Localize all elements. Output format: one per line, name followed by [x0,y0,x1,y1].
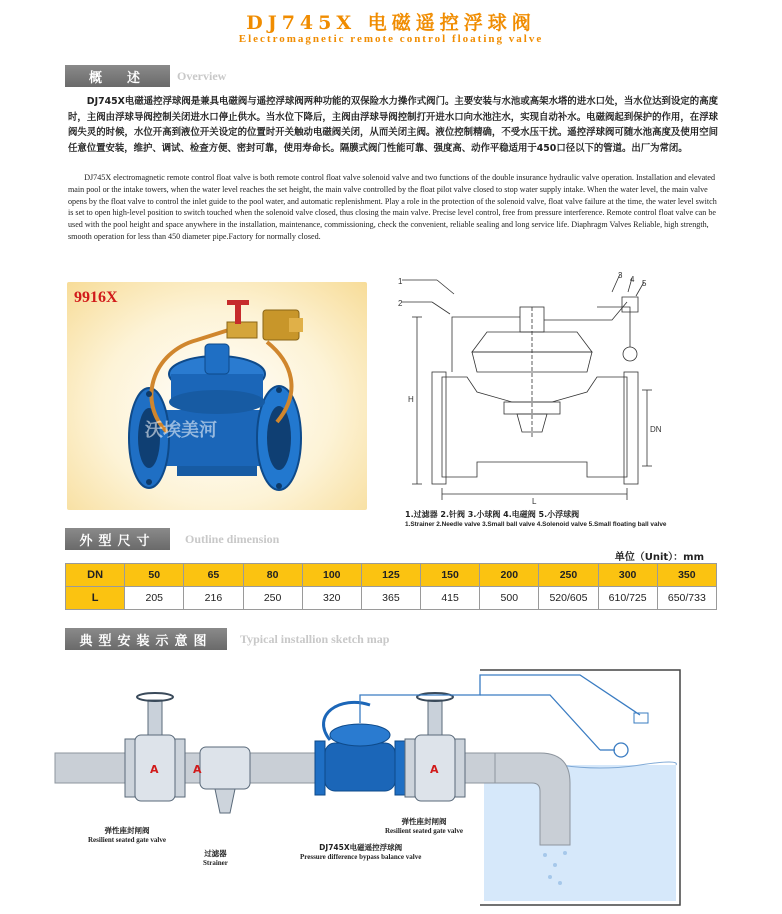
product-model: 9916X [74,289,118,306]
table-cell: 200 [480,564,539,587]
table-cell: 520/605 [539,587,598,610]
technical-drawing [392,272,692,508]
label-main-valve-en: Pressure difference bypass balance valve [300,853,422,861]
label-gate-valve-left [88,825,166,844]
svg-text:A: A [150,763,159,776]
label-gate-valve-right-en: Resilient seated gate valve [385,827,463,835]
callout-2: 2 [398,299,403,308]
dimension-h-label: H [408,395,414,404]
label-gate-valve-right-zh: 弹性座封闸阀 [401,817,447,826]
drawing-caption-zh: 1.过滤器 2.针阀 3.小球阀 4.电磁阀 5.小浮球阀 [405,510,580,519]
callout-4: 4 [630,275,635,284]
table-cell: 150 [421,564,480,587]
table-cell: 216 [184,587,243,610]
label-strainer [203,848,228,867]
label-gate-valve-left-zh: 弹性座封闸阀 [104,826,150,835]
callout-3: 3 [618,272,623,280]
table-cell: 65 [184,564,243,587]
outline-heading: 外型尺寸 [65,528,170,550]
dimension-dn-label: DN [650,425,662,434]
svg-text:A: A [193,763,202,776]
table-cell: 650/733 [657,587,716,610]
table-cell: 415 [421,587,480,610]
table-cell: 50 [125,564,184,587]
table-cell: 100 [302,564,361,587]
watermark-text: 沃埃美河 [145,420,217,441]
table-cell: 500 [480,587,539,610]
table-cell: 350 [657,564,716,587]
label-gate-valve-right [385,816,463,835]
callout-1: 1 [398,277,403,286]
table-cell: 250 [243,587,302,610]
label-strainer-en: Strainer [203,859,228,867]
dimension-l-label: L [532,497,537,506]
table-cell: 205 [125,587,184,610]
outline-heading-en: Outline dimension [185,531,280,546]
unit-note: 单位（Unit）：mm [614,552,704,563]
callout-5: 5 [642,279,647,288]
table-cell: 80 [243,564,302,587]
overview-text-zh: DJ745X电磁遥控浮球阀是兼具电磁阀与遥控浮球阀两种功能的双保险水力操作式阀门。主要安装与水池或高架水塔的进水口处，当水位达到设定的高度时，主阀由浮球导阀控制关闭进水口停止供水。当水位下降后，主阀由浮球导阀控制打开进水口向水池注水，实现自动补水。电磁阀起到保护的作用，在浮球阀失灵的时候，水位开高到液位开关设定的位置时开关触动电磁阀关闭，从而关闭主阀。液位控制精确，不受水压干扰。遥控浮球阀可随水池高度及使用空间任意位置安装，维护、调试、检查方便、密封可靠，使用寿命长。隔膜式阀门性能可靠、强度高、动作平稳适用于450口径以下的管道。出厂为常闭。 [68,96,718,154]
table-row-label: DN [66,564,125,587]
page-subtitle: Electromagnetic remote control floating valve [238,33,544,45]
label-main-valve-zh: DJ745X电磁遥控浮球阀 [319,843,403,852]
label-strainer-zh: 过滤器 [204,849,227,858]
overview-heading: 概 述 [65,65,170,87]
overview-text-en: DJ745X electromagnetic remote control float valve is both remote control float valve solenoid valve and two functions of the double insurance hydraulic valve operation. Installation and elevated main pool or the intake towers, when the water level reaches the set height, the main valve controlled by the float pilot valve closed to stop water supply intake. When the water level, the main valve opens by the float valve to control the inlet guide to the pool water, and automatic replenishment. Play a role in the protection of the solenoid valve, float valve failure at the time, the water level switch is set to open high-level position to switch touched when the solenoid valve closed, thus closing the main valve. Precise level control, free from pressure interference. Remote control float valve can be used with the pool height and space anywhere in the installation, maintenance, commissioning, check the convenient, reliable sealing and long service life. Diaphragm Valves Reliable, high strength, smooth operation for less than 450 diameter pipe.Factory for normally closed. [68,173,717,241]
dimension-table [65,563,717,610]
table-row [66,587,717,610]
label-main-valve [300,842,421,861]
table-row [66,564,717,587]
drawing-caption-en: 1.Strainer 2.Needle valve 3.Small ball valve 4.Solenoid valve 5.Small floating ball valve [405,521,667,528]
valve-photo-illustration [67,282,367,510]
table-cell: 250 [539,564,598,587]
table-cell: 365 [361,587,420,610]
svg-text:A: A [430,763,439,776]
table-cell: 125 [361,564,420,587]
installation-sketch [40,655,740,910]
table-cell: 300 [598,564,657,587]
table-row-label: L [66,587,125,610]
table-cell: 610/725 [598,587,657,610]
installation-heading: 典型安装示意图 [65,628,227,650]
table-cell: 320 [302,587,361,610]
label-gate-valve-left-en: Resilient seated gate valve [88,836,166,844]
installation-heading-en: Typical installion sketch map [240,631,390,646]
page-title: DJ745X 电磁遥控浮球阀 [246,12,536,34]
overview-heading-en: Overview [177,68,227,83]
